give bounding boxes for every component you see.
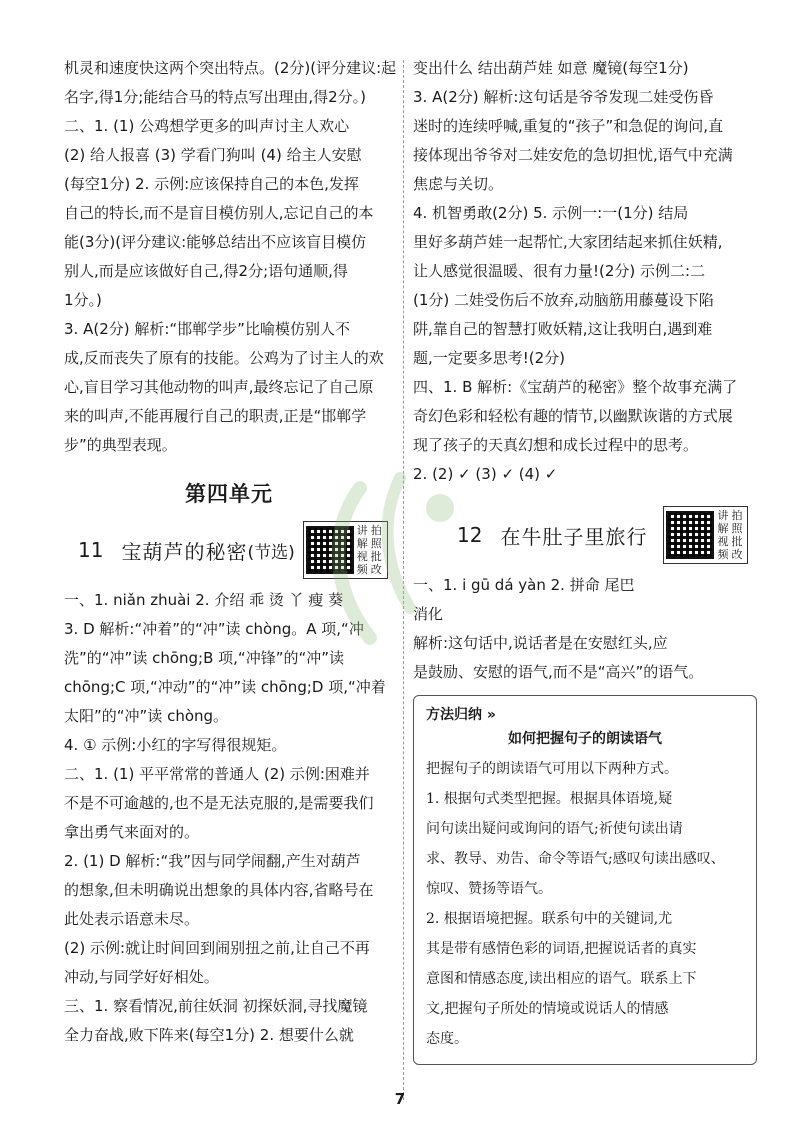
text-line: 太阳”的“冲”读 chòng。 — [64, 707, 229, 725]
lesson-note: (节选) — [247, 542, 295, 563]
lesson-11-header — [64, 522, 394, 578]
lesson-number: 12 — [457, 523, 483, 547]
qr-label-char: 改 — [731, 548, 743, 561]
left-column — [64, 54, 397, 1050]
text-line: 里好多葫芦娃一起帮忙,大家团结起来抓住妖精, — [413, 233, 723, 251]
text-line: 3. A(2分) 解析:这句话是爷爷发现二娃受伤昏 — [413, 88, 714, 106]
qr-code-badge[interactable] — [303, 521, 388, 579]
text-line: 全力奋战,败下阵来(每空1分) 2. 想要什么就 — [64, 1026, 354, 1044]
text-line: 洗”的“冲”读 chōng;B 项,“冲锋”的“冲”读 — [64, 649, 345, 667]
text-line: 2. 根据语境把握。联系句中的关键词,尤 — [426, 911, 673, 927]
text-line: 解析:这句话中,说话者是在安慰红头,应 — [413, 634, 668, 652]
text-line: 4. ① 示例:小红的字写得很规矩。 — [64, 736, 287, 754]
qr-label-char: 照 — [370, 537, 382, 550]
text-line: 机灵和速度快这两个突出特点。(2分)(评分建议:起 — [64, 59, 397, 77]
unit-title: 第四单元 — [185, 482, 273, 506]
text-line: 冲动,与同学好好相处。 — [64, 968, 219, 986]
text-line: 一、1. niǎn zhuài 2. 介绍 乖 烫 丫 瘦 葵 — [64, 591, 344, 609]
text-line: 文,把握句子所处的情境或说话人的情感 — [426, 1001, 669, 1017]
text-line: 一、1. i gū dá yàn 2. 拼命 尾巴 — [413, 576, 635, 594]
left-top-text — [64, 54, 397, 460]
text-line: 不是不可逾越的,也不是无法克服的,是需要我们 — [64, 794, 374, 812]
text-line: 接体现出爷爷对二娃安危的急切担忧,语气中充满 — [413, 146, 733, 164]
right-top-text — [413, 54, 753, 489]
lesson-12-header — [413, 507, 753, 563]
text-line: 焦虑与关切。 — [413, 175, 504, 193]
text-line: 态度。 — [426, 1031, 468, 1047]
text-line: 1分。) — [64, 291, 102, 309]
text-line: (2) 给人报喜 (3) 学看门狗叫 (4) 给主人安慰 — [64, 146, 362, 164]
text-line: 四、1. B 解析:《宝葫芦的秘密》整个故事充满了 — [413, 378, 738, 396]
qr-label-char: 拍 — [370, 524, 382, 537]
qr-code-icon — [666, 511, 714, 559]
text-line: 3. D 解析:“冲着”的“冲”读 chòng。A 项,“冲 — [64, 620, 364, 638]
qr-label — [717, 509, 745, 561]
text-line: 求、教导、劝告、命令等语气;感叹句读出感叹、 — [426, 851, 725, 867]
page-number: 7 — [394, 1090, 406, 1108]
text-line: 2. (1) D 解析:“我”因与同学闹翻,产生对葫芦 — [64, 852, 361, 870]
qr-code-badge[interactable] — [663, 506, 748, 564]
text-line: 名字,得1分;能结合马的特点写出理由,得2分。) — [64, 88, 367, 106]
text-line: 自己的特长,而不是盲目模仿别人,忘记自己的本 — [64, 204, 374, 222]
text-line: 3. A(2分) 解析:“邯郸学步”比喻模仿别人不 — [64, 320, 350, 338]
text-line: 其是带有感情色彩的词语,把握说话者的真实 — [426, 941, 697, 957]
text-line: 惊叹、赞扬等语气。 — [426, 881, 552, 897]
text-line: (1分) 二娃受伤后不放弃,动脑筋用藤蔓设下陷 — [413, 291, 714, 309]
right-mid-text — [413, 571, 753, 687]
text-line: 奇幻色彩和轻松有趣的情节,以幽默诙谐的方式展 — [413, 407, 733, 425]
lesson-name: 在牛肚子里旅行 — [500, 524, 648, 549]
right-column — [413, 54, 753, 1065]
text-line: 是鼓励、安慰的语气,而不是“高兴”的语气。 — [413, 663, 704, 681]
text-line: 阱,靠自己的智慧打败妖精,这让我明白,遇到难 — [413, 320, 713, 338]
text-line: 把握句子的朗读语气可用以下两种方式。 — [426, 761, 678, 777]
method-box-title: 如何把握句子的朗读语气 — [508, 731, 662, 747]
qr-label-char: 讲 — [356, 524, 368, 537]
qr-label-char: 解 — [356, 537, 368, 550]
text-line: 问句读出疑问或询问的语气;祈使句读出请 — [426, 821, 683, 837]
qr-label-char: 照 — [731, 522, 743, 535]
method-summary-box — [413, 695, 757, 1065]
text-line: 4. 机智勇敢(2分) 5. 示例一:一(1分) 结局 — [413, 204, 689, 222]
qr-code-icon — [306, 526, 354, 574]
text-line: 的想象,但未明确说出想象的具体内容,省略号在 — [64, 881, 374, 899]
text-line: 消化 — [413, 605, 444, 623]
left-bottom-text — [64, 586, 394, 1050]
text-line: 步”的典型表现。 — [64, 436, 177, 454]
lesson-number: 11 — [78, 538, 104, 562]
text-line: 变出什么 结出葫芦娃 如意 魔镜(每空1分) — [413, 59, 689, 77]
text-line: 题,一定要多思考!(2分) — [413, 349, 566, 367]
text-line: 此处表示语意未尽。 — [64, 910, 200, 928]
text-line: 来的叫声,不能再履行自己的职责,正是“邯郸学 — [64, 407, 367, 425]
qr-label-char: 批 — [370, 550, 382, 563]
lesson-name: 宝葫芦的秘密 — [121, 539, 248, 564]
text-line: 二、1. (1) 公鸡想学更多的叫声讨主人欢心 — [64, 117, 350, 135]
text-line: 心,盲目学习其他动物的叫声,最终忘记了自己原 — [64, 378, 374, 396]
method-box-body — [426, 754, 744, 1054]
text-line: 2. (2) ✓ (3) ✓ (4) ✓ — [413, 465, 558, 483]
qr-label-char: 讲 — [717, 509, 729, 522]
method-box-header: 方法归纳 » — [426, 707, 496, 723]
text-line: 拿出勇气来面对的。 — [64, 823, 200, 841]
qr-label — [357, 524, 385, 576]
text-line: 1. 根据句式类型把握。根据具体语境,疑 — [426, 791, 673, 807]
text-line: 迷时的连续呼喊,重复的“孩子”和急促的询问,直 — [413, 117, 724, 135]
column-divider — [403, 60, 404, 1100]
text-line: 现了孩子的天真幻想和成长过程中的思考。 — [413, 436, 699, 454]
qr-label-char: 频 — [717, 548, 729, 561]
qr-label-char: 视 — [356, 550, 368, 563]
text-line: 三、1. 察看情况,前往妖洞 初探妖洞,寻找魔镜 — [64, 997, 368, 1015]
text-line: 能(3分)(评分建议:能够总结出不应该盲目模仿 — [64, 233, 367, 251]
text-line: 意图和情感态度,读出相应的语气。联系上下 — [426, 971, 697, 987]
text-line: (2) 示例:就让时间回到闹别扭之前,让自己不再 — [64, 939, 370, 957]
text-line: 别人,而是应该做好自己,得2分;语句通顺,得 — [64, 262, 348, 280]
qr-label-char: 视 — [717, 535, 729, 548]
text-line: 让人感觉很温暖、很有力量!(2分) 示例二:二 — [413, 262, 706, 280]
text-line: (每空1分) 2. 示例:应该保持自己的本色,发挥 — [64, 175, 359, 193]
qr-label-char: 解 — [717, 522, 729, 535]
text-line: 二、1. (1) 平平常常的普通人 (2) 示例:困难并 — [64, 765, 370, 783]
text-line: 成,反而丧失了原有的技能。公鸡为了讨主人的欢 — [64, 349, 384, 367]
qr-label-char: 批 — [731, 535, 743, 548]
qr-label-char: 拍 — [731, 509, 743, 522]
qr-label-char: 改 — [370, 563, 382, 576]
qr-label-char: 频 — [356, 563, 368, 576]
text-line: chōng;C 项,“冲动”的“冲”读 chōng;D 项,“冲着 — [64, 678, 386, 696]
